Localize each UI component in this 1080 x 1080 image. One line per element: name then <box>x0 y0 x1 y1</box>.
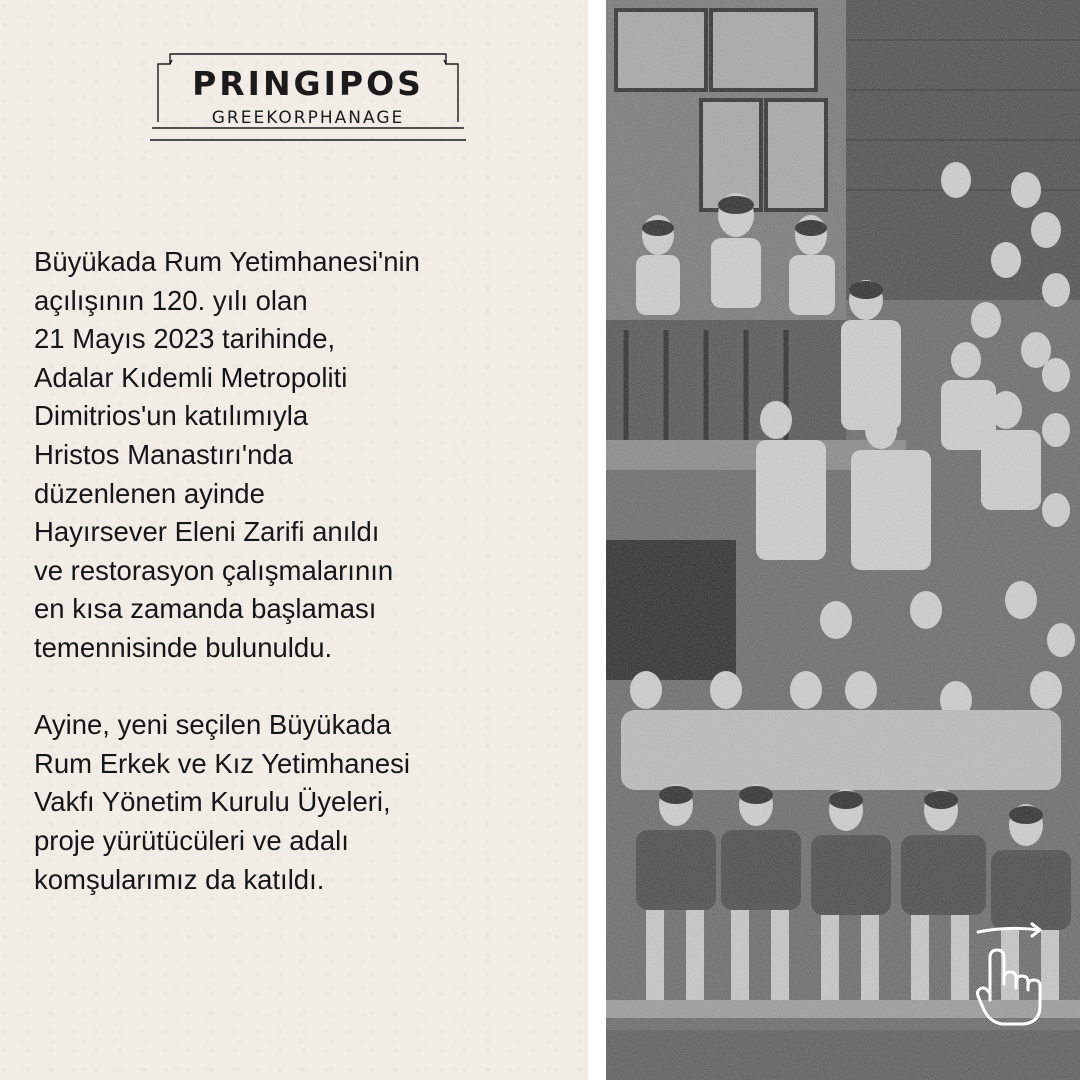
text-line: proje yürütücüleri ve adalı <box>34 824 349 856</box>
logo-subtitle: GREEKORPHANAGE <box>211 108 405 128</box>
text-line: ve restorasyon çalışmalarının <box>34 554 394 586</box>
text-line: en kısa zamanda başlaması <box>34 593 377 625</box>
text-line: temennisinde bulunuldu. <box>34 631 333 663</box>
text-line: Dimitrios'un katılımıyla <box>34 400 309 432</box>
text-line: açılışının 120. yılı olan <box>34 284 308 316</box>
text-line: Büyükada Rum Yetimhanesi'nin <box>34 246 420 277</box>
logo-title: PRINGIPOS <box>192 64 424 103</box>
text-line: Vakfı Yönetim Kurulu Üyeleri, <box>34 786 391 818</box>
text-line: Hayırsever Eleni Zarifi anıldı <box>34 516 380 548</box>
text-line: Adalar Kıdemli Metropoliti <box>34 361 348 393</box>
body-text <box>34 243 579 899</box>
swipe-hand-icon <box>968 918 1048 1030</box>
paragraph-attendees <box>34 706 579 899</box>
text-line: 21 Mayıs 2023 tarihinde, <box>34 323 336 355</box>
text-line: Ayine, yeni seçilen Büyükada <box>34 709 392 741</box>
paragraph-announcement <box>34 243 579 668</box>
text-line: komşularımız da katıldı. <box>34 863 325 895</box>
text-line: düzenlenen ayinde <box>34 477 265 509</box>
pringipos-logo <box>148 50 468 145</box>
text-line: Rum Erkek ve Kız Yetimhanesi <box>34 747 411 779</box>
divider <box>588 0 606 1080</box>
text-line: Hristos Manastırı'nda <box>34 438 293 470</box>
